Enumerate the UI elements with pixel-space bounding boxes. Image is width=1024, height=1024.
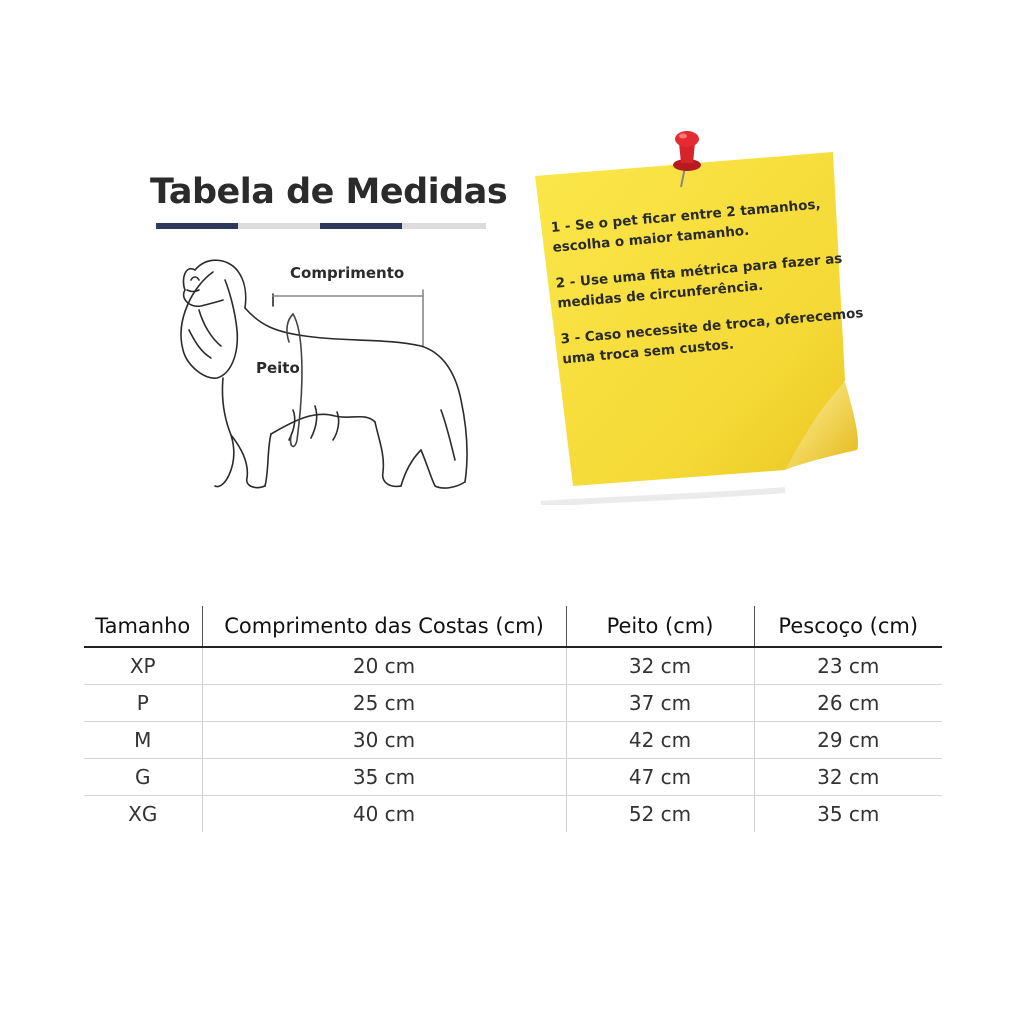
cell-neck: 26 cm [754,685,942,722]
length-label: Comprimento [290,264,405,282]
page-title: Tabela de Medidas [150,172,508,212]
size-table [84,606,942,832]
note-text [550,191,873,385]
table-row [84,796,942,833]
cell-chest: 37 cm [566,685,754,722]
cell-size: XP [84,647,202,685]
cell-length: 40 cm [202,796,566,833]
header-chest: Peito (cm) [566,606,754,647]
pushpin-icon [663,125,713,195]
table-row [84,759,942,796]
cell-neck: 35 cm [817,802,880,826]
cell-chest: 32 cm [566,647,754,685]
table-row [84,722,942,759]
note-item: 3 - Caso necessite de troca, oferecemos uma troca sem custos. [559,305,865,368]
cell-chest: 52 cm [566,796,754,833]
note-item: 1 - Se o pet ficar entre 2 tamanhos, escolha o maior tamanho. [550,196,822,256]
dog-outline-icon [165,250,480,495]
cell-neck: 29 cm [754,722,942,759]
title-underline [156,223,486,229]
table-row [84,647,942,685]
cell-chest: 47 cm [566,759,754,796]
cell-size: G [84,759,202,796]
table-header-row [84,606,942,647]
cell-length: 25 cm [202,685,566,722]
header-size: Tamanho [84,606,202,647]
chest-label: Peito [256,359,300,377]
cell-size: P [84,685,202,722]
cell-length: 30 cm [202,722,566,759]
cell-size: M [84,722,202,759]
header-length: Comprimento das Costas (cm) [202,606,566,647]
cell-neck: 32 cm [754,759,942,796]
cell-length: 20 cm [202,647,566,685]
header-neck: Pescoço (cm) [754,606,942,647]
note-item: 2 - Use uma fita métrica para fazer as medidas de circunferência. [555,250,843,312]
table-row [84,685,942,722]
cell-length: 35 cm [202,759,566,796]
cell-neck: 23 cm [754,647,942,685]
cell-size: XG [84,796,202,833]
cell-chest: 42 cm [566,722,754,759]
